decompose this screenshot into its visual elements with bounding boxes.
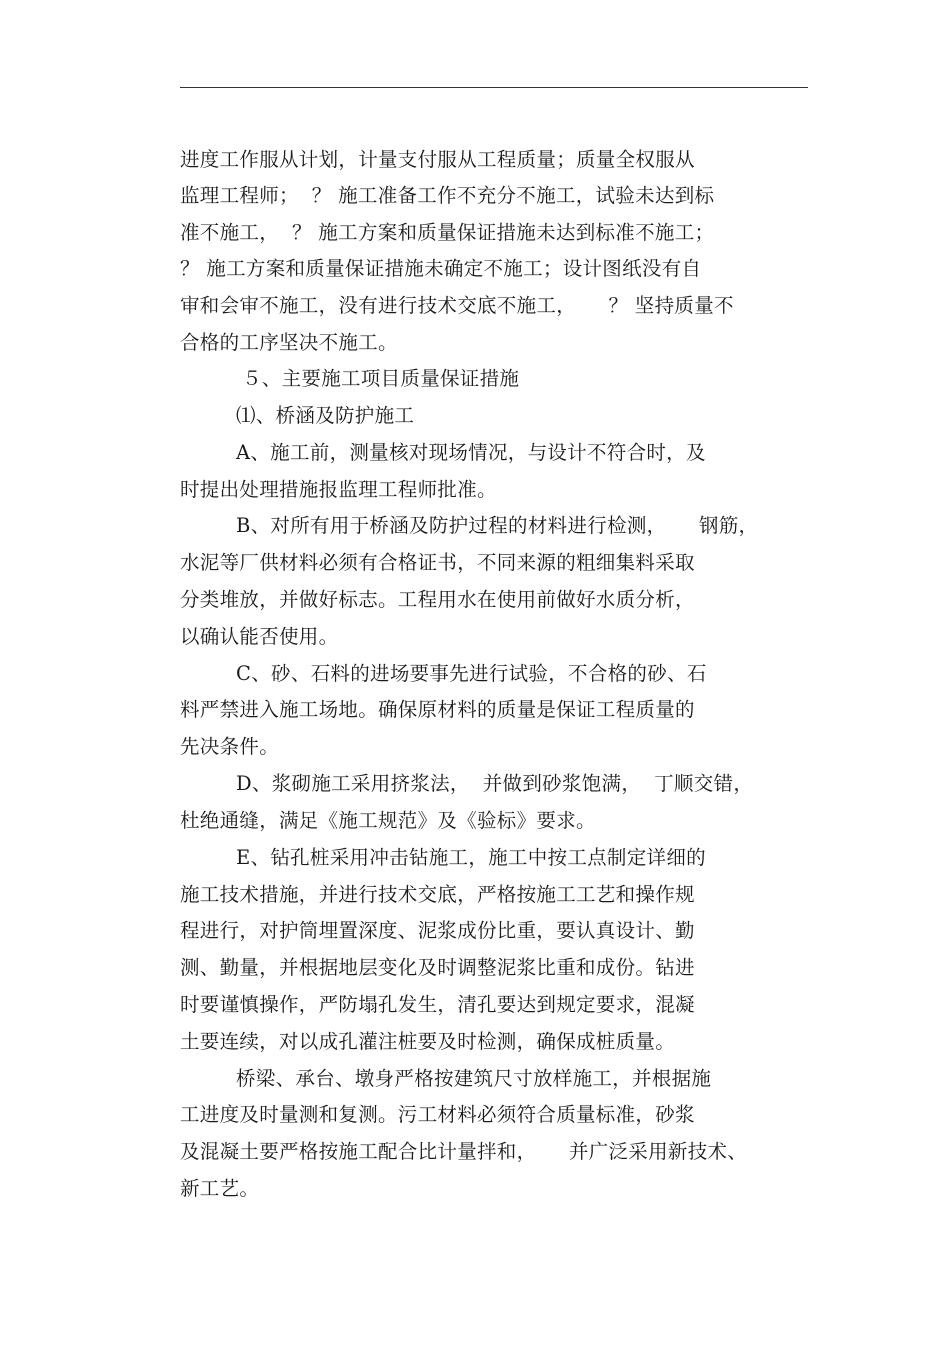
text-line: 时要谨慎操作，严防塌孔发生，清孔要达到规定要求，混凝	[180, 993, 695, 1016]
text-line: 土要连续，对以成孔灌注桩要及时检测，确保成桩质量。	[180, 1030, 676, 1053]
text-line: 水泥等厂供材料必须有合格证书，不同来源的粗细集料采取	[180, 551, 695, 574]
text-line: 测、勤量，并根据地层变化及时调整泥浆比重和成份。钻进	[180, 956, 695, 979]
text-line: 先决条件。	[180, 735, 280, 758]
text-line: 桥梁、承台、墩身严格按建筑尺寸放样施工，并根据施	[236, 1067, 712, 1090]
text-line: 程进行，对护筒埋置深度、泥浆成份比重，要认真设计、勤	[180, 919, 695, 942]
text-line: 分类堆放，并做好标志。工程用水在使用前做好水质分析，	[180, 588, 695, 611]
text-line: 合格的工序坚决不施工。	[180, 331, 398, 354]
text-line: 杜绝通缝，满足《施工规范》及《验标》要求。	[180, 809, 596, 832]
text-line: A、施工前，测量核对现场情况，与设计不符合时，及	[236, 441, 706, 464]
text-line: 新工艺。	[180, 1177, 260, 1200]
header-rule	[180, 87, 808, 88]
text-line: 施工技术措施，并进行技术交底，严格按施工工艺和操作规	[180, 883, 695, 906]
text-line: 监理工程师； ？ 施工准备工作不充分不施工，试验未达到标	[180, 184, 715, 207]
text-line: C、砂、石料的进场要事先进行试验，不合格的砂、石	[236, 662, 707, 685]
text-line: 工进度及时量测和复测。污工材料必须符合质量标准，砂浆	[180, 1103, 695, 1126]
text-line: 及混凝土要严格按施工配合比计量拌和， 并广泛采用新技术、	[180, 1140, 748, 1163]
subsection-heading: ⑴、桥涵及防护施工	[236, 404, 415, 427]
text-line: 以确认能否使用。	[180, 625, 339, 648]
text-line: ？ 施工方案和质量保证措施未确定不施工；设计图纸没有自	[180, 257, 702, 280]
text-line: 审和会审不施工，没有进行技术交底不施工， ？ 坚持质量不	[180, 294, 734, 317]
text-line: 进度工作服从计划，计量支付服从工程质量；质量全权服从	[180, 148, 695, 171]
text-line: 准不施工， ？ 施工方案和质量保证措施未达到标准不施工；	[180, 221, 715, 244]
text-line: D、浆砌施工采用挤浆法， 并做到砂浆饱满， 丁顺交错，	[236, 772, 754, 795]
text-line: 时提出处理措施报监理工程师批准。	[180, 478, 497, 501]
text-line: 料严禁进入施工场地。确保原材料的质量是保证工程质量的	[180, 698, 695, 721]
text-line: E、钻孔桩采用冲击钻施工，施工中按工点制定详细的	[236, 846, 706, 869]
section-heading: ５、主要施工项目质量保证措施	[242, 367, 520, 390]
text-line: B、对所有用于桥涵及防护过程的材料进行检测， 钢筋，	[236, 514, 759, 537]
